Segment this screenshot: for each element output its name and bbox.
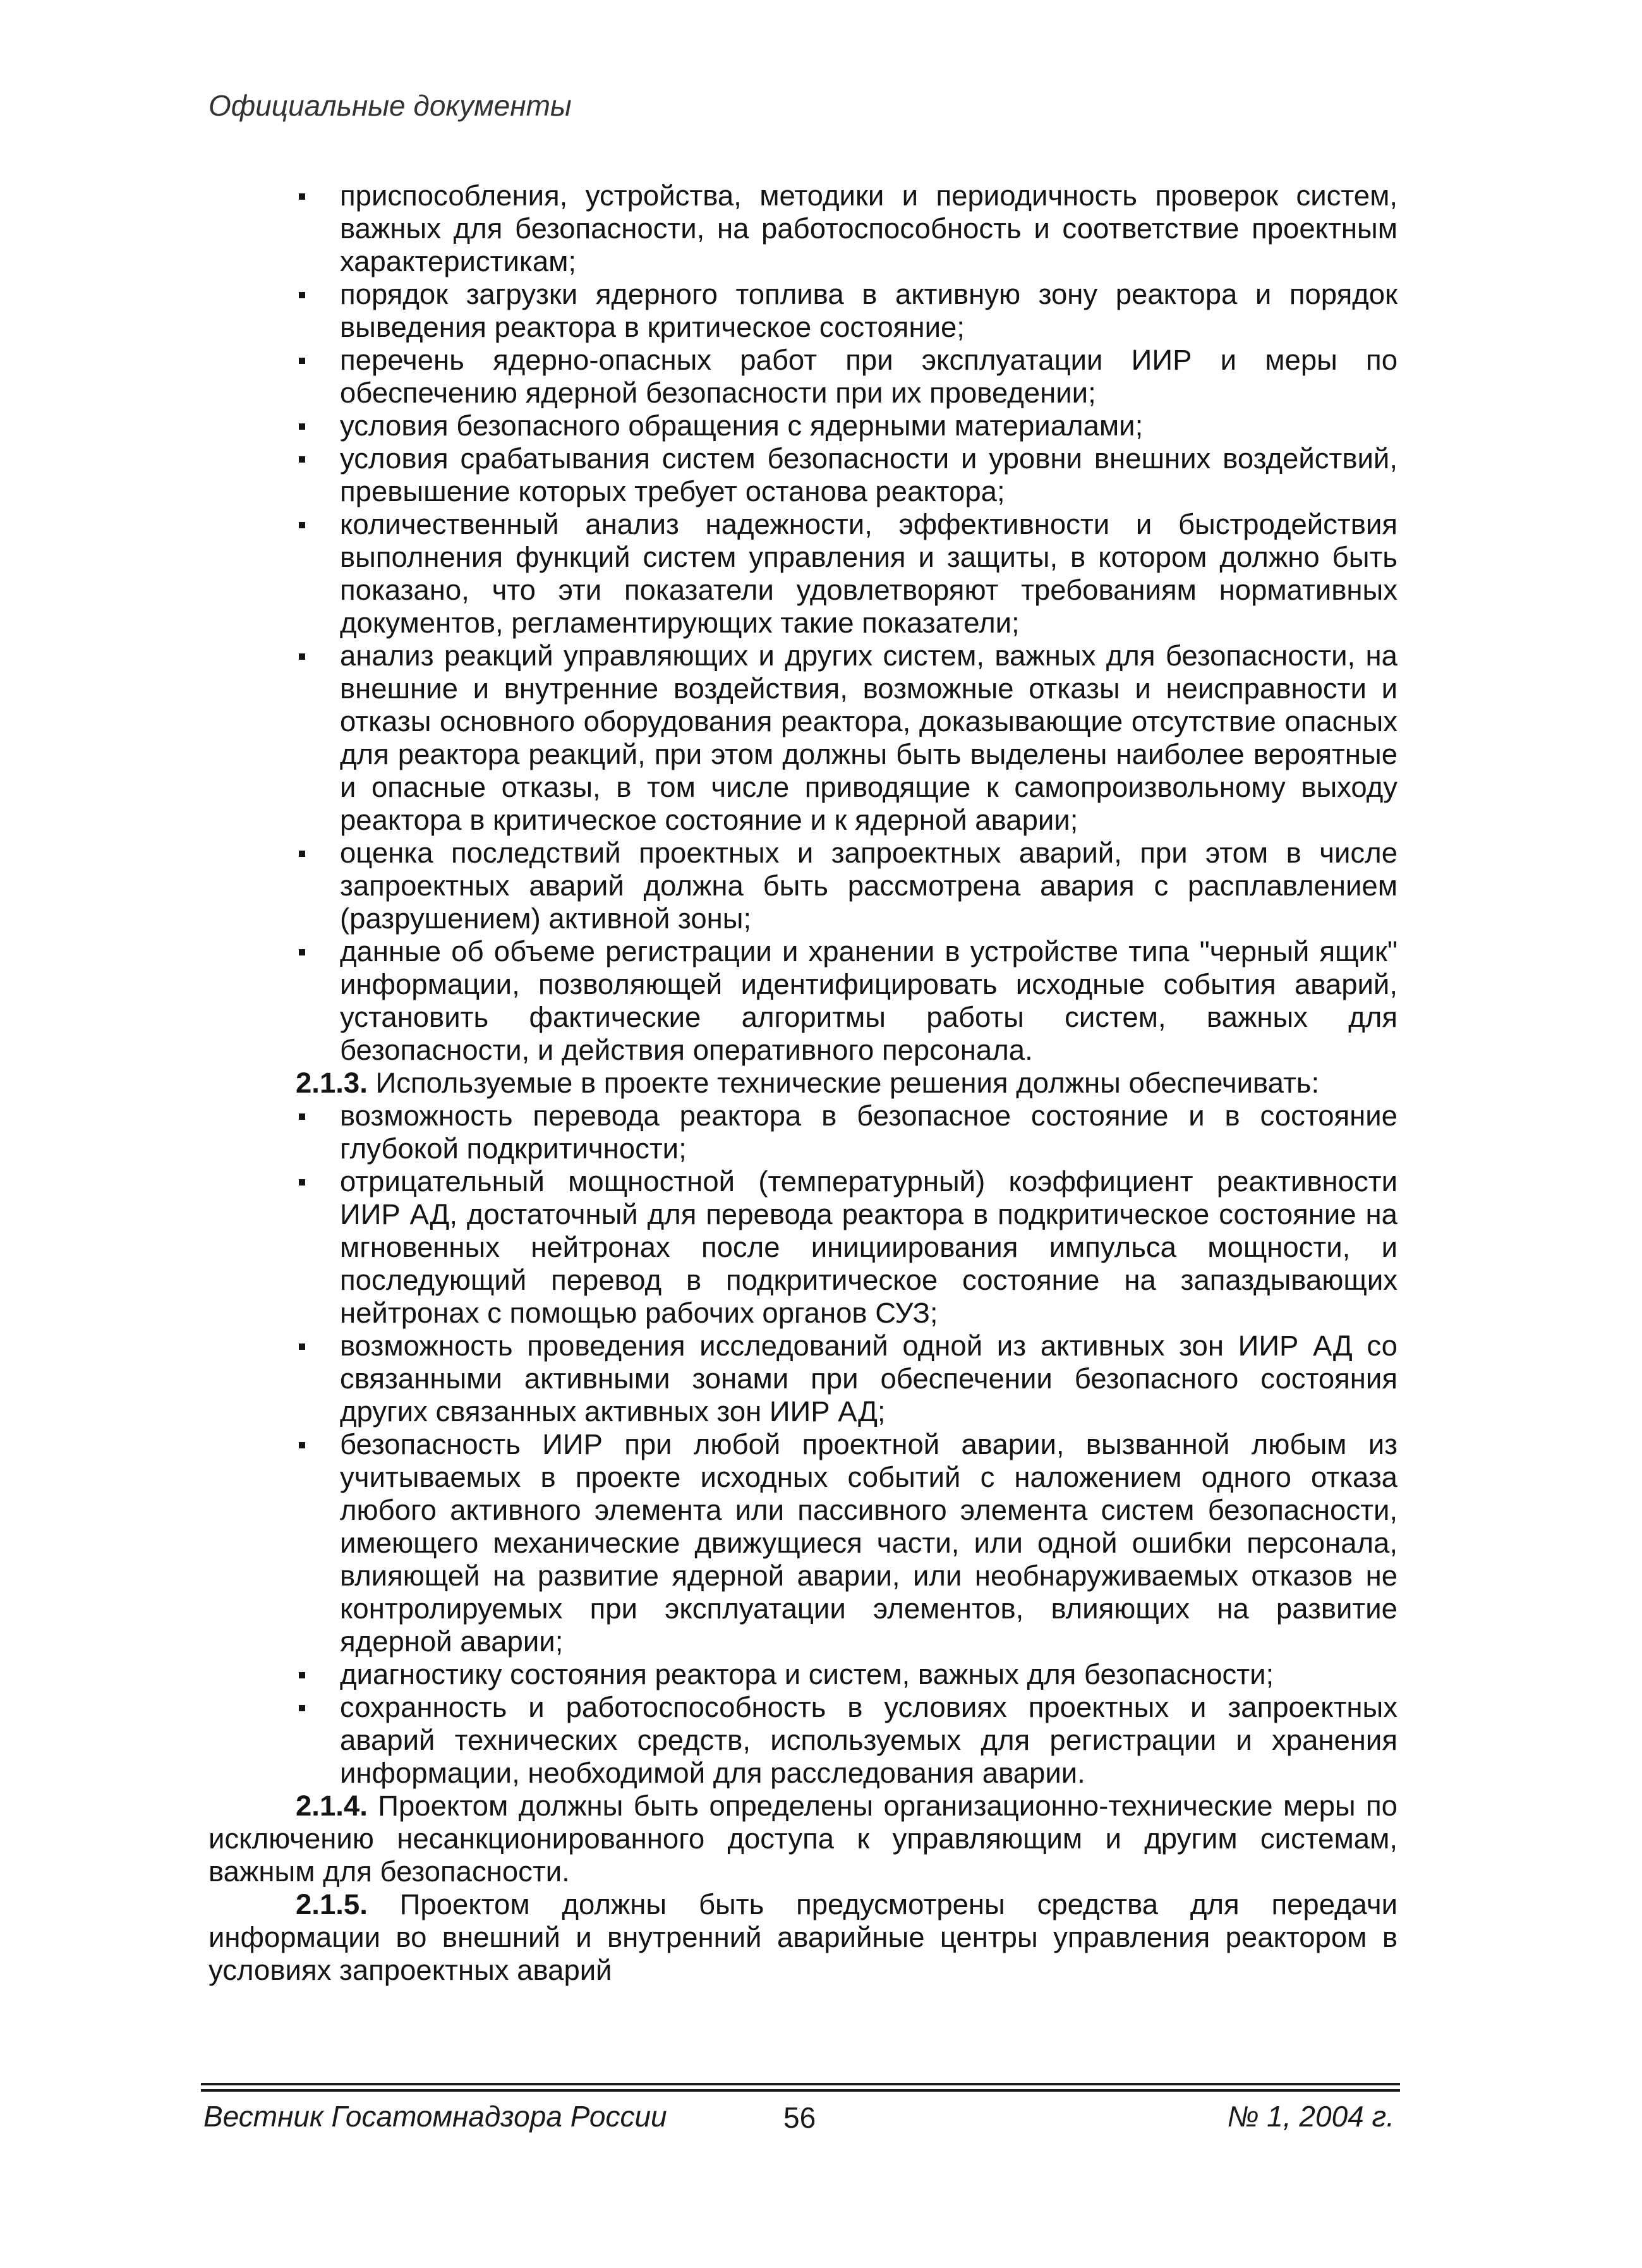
footer-rule	[201, 2089, 1400, 2092]
list-item: порядок загрузки ядерного топлива в активную зону реактора и порядок выведения реактора в критическое состояние;	[208, 278, 1398, 344]
list-item: оценка последствий проектных и запроектных аварий, при этом в числе запроектных аварий должна быть рассмотрена авария с расплавлением (разрушением) активной зоны;	[208, 837, 1398, 935]
section-number: 2.1.4.	[296, 1790, 368, 1822]
list-item: сохранность и работоспособность в условиях проектных и запроектных аварий технических средств, используемых для регистрации и хранения информации, необходимой для расследования аварии.	[208, 1691, 1398, 1790]
list-item: диагностику состояния реактора и систем, важных для безопасности;	[208, 1658, 1398, 1691]
list-item: условия срабатывания систем безопасности и уровни внешних воздействий, превышение которых требует останова реактора;	[208, 442, 1398, 508]
list-item: безопасность ИИР при любой проектной аварии, вызванной любым из учитываемых в проекте исходных событий с наложением одного отказа любого активного элемента или пассивного элемента систем безопасности, имеющего механические движущиеся части, или одной ошибки персонала, влияющей на развитие ядерной аварии, или необнаруживаемых отказов не контролируемых при эксплуатации элементов, влияющих на развитие ядерной аварии;	[208, 1428, 1398, 1658]
section-text: Проектом должны быть определены организационно-технические меры по исключению несанкционированного доступа к управляющим и другим системам, важным для безопасности.	[208, 1790, 1398, 1888]
list-item: приспособления, устройства, методики и периодичность проверок систем, важных для безопасности, на работоспособность и соответствие проектным характеристикам;	[208, 179, 1398, 278]
running-header: Официальные документы	[208, 89, 572, 122]
list-item: возможность проведения исследований одной из активных зон ИИР АД со связанными активными зонами при обеспечении безопасного состояния других связанных активных зон ИИР АД;	[208, 1330, 1398, 1428]
section-text: Используемые в проекте технические решения должны обеспечивать:	[367, 1067, 1320, 1099]
section-number: 2.1.3.	[296, 1067, 368, 1099]
page-number: 56	[783, 2101, 816, 2134]
section-2-1-5	[208, 1888, 1398, 1987]
body-text	[208, 179, 1398, 1987]
bullet-list-1	[208, 179, 1398, 1067]
list-item: данные об объеме регистрации и хранении в устройстве типа "черный ящик" информации, позволяющей идентифицировать исходные события аварий, установить фактические алгоритмы работы систем, важных для безопасности, и действия оперативного персонала.	[208, 935, 1398, 1067]
bullet-list-2	[208, 1100, 1398, 1790]
footer-rule	[201, 2083, 1400, 2085]
list-item: анализ реакций управляющих и других систем, важных для безопасности, на внешние и внутренние воздействия, возможные отказы и неисправности и отказы основного оборудования реактора, доказывающие отсутствие опасных для реактора реакций, при этом должны быть выделены наиболее вероятные и опасные отказы, в том числе приводящие к самопроизвольному выходу реактора в критическое состояние и к ядерной аварии;	[208, 640, 1398, 837]
list-item: возможность перевода реактора в безопасное состояние и в состояние глубокой подкритичности;	[208, 1100, 1398, 1165]
section-2-1-3	[208, 1067, 1398, 1100]
issue-number: № 1, 2004 г.	[1227, 2100, 1394, 2133]
list-item: перечень ядерно-опасных работ при эксплуатации ИИР и меры по обеспечению ядерной безопасности при их проведении;	[208, 344, 1398, 409]
list-item: количественный анализ надежности, эффективности и быстродействия выполнения функций систем управления и защиты, в котором должно быть показано, что эти показатели удовлетворяют требованиям нормативных документов, регламентирующих такие показатели;	[208, 508, 1398, 640]
section-text: Проектом должны быть предусмотрены средства для передачи информации во внешний и внутренний аварийные центры управления реактором в условиях запроектных аварий	[208, 1888, 1398, 1986]
section-number: 2.1.5.	[296, 1888, 368, 1920]
list-item: условия безопасного обращения с ядерными материалами;	[208, 409, 1398, 442]
journal-title: Вестник Госатомнадзора России	[203, 2100, 667, 2133]
list-item: отрицательный мощностной (температурный) коэффициент реактивности ИИР АД, достаточный для перевода реактора в подкритическое состояние на мгновенных нейтронах после инициирования импульса мощности, и последующий перевод в подкритическое состояние на запаздывающих нейтронах с помощью рабочих органов СУЗ;	[208, 1165, 1398, 1330]
section-2-1-4	[208, 1790, 1398, 1888]
